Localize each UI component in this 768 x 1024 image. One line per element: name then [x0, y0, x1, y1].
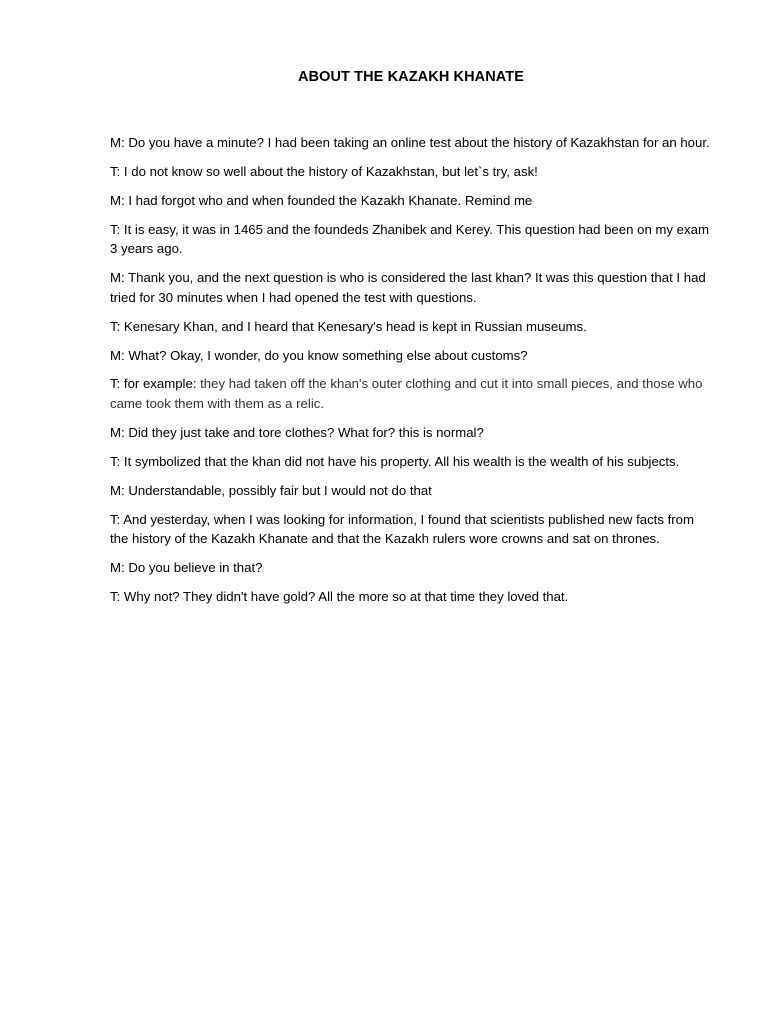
page-title: ABOUT THE KAZAKH KHANATE — [297, 69, 525, 85]
paragraph: T: I do not know so well about the history of Kazakhstan, but let`s try, ask! — [110, 163, 538, 179]
paragraph-lead: T: for example: — [110, 376, 197, 392]
paragraph: T: It is easy, it was in 1465 and the foundeds Zhanibek and Kerey. This question had been on my exam 3 years ago. — [110, 221, 709, 257]
paragraph: M: Do you believe in that? — [110, 560, 263, 575]
paragraph: M: Did they just take and tore clothes? What for? this is normal? — [110, 424, 484, 440]
paragraph: T: It symbolized that the khan did not have his property. All his wealth is the wealth of his subjects. — [110, 453, 680, 469]
paragraph: M: I had forgot who and when founded the Kazakh Khanate. Remind me — [110, 192, 533, 208]
paragraph: T: Why not? They didn't have gold? All the more so at that time they loved that. — [110, 588, 569, 604]
dialogue-body — [110, 133, 714, 616]
paragraph: M: Do you have a minute? I had been taking an online test about the history of Kazakhstan for an hour. — [110, 135, 710, 150]
paragraph: M: What? Okay, I wonder, do you know something else about customs? — [110, 347, 528, 363]
paragraph-rest: they had taken off the khan's outer clothing and cut it into small pieces, and those who came took them with them as a relic. — [110, 376, 703, 411]
paragraph: M: Thank you, and the next question is who is considered the last khan? It was this question that I had tried for 30 minutes when I had opened the test with questions. — [110, 270, 706, 305]
paragraph — [110, 374, 714, 413]
paragraph: T: Kenesary Khan, and I heard that Kenesary's head is kept in Russian museums. — [110, 318, 587, 334]
paragraph: M: Understandable, possibly fair but I would not do that — [110, 482, 432, 498]
paragraph: T: And yesterday, when I was looking for information, I found that scientists published new facts from the history of the Kazakh Khanate and that the Kazakh rulers wore crowns and sat on thrones. — [110, 511, 694, 547]
